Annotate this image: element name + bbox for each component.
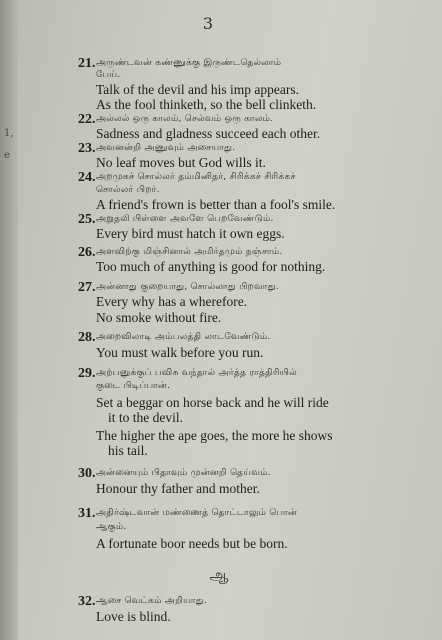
proverb-number: 25. [78, 212, 96, 227]
proverb-number: 21. [78, 56, 96, 71]
proverb-number: 27. [78, 280, 96, 295]
english-line: A fortunate boor needs but be born. [96, 536, 288, 551]
tamil-line: ஆகும். [96, 522, 127, 532]
english-line: Love is blind. [96, 609, 171, 624]
proverb-number: 29. [78, 366, 96, 381]
proverb-number: 23. [78, 141, 96, 156]
book-gutter [0, 0, 18, 640]
tamil-line: அதிர்ஷ்டவான் மண்ணைத் தொட்டாலும் பொன் [96, 508, 298, 518]
english-line: Set a beggar on horse back and he will ride [96, 395, 329, 410]
tamil-line: அற்பனுக்குப் பவிசு வந்தால் அர்த்த ராத்திரியில் [96, 368, 297, 378]
tamil-line: அன்னாது குறையாது, சொல்லாது பிறவாது. [96, 282, 279, 292]
proverb-number: 28. [78, 330, 96, 345]
english-line: Honour thy father and mother. [96, 481, 260, 496]
english-line: it to the devil. [108, 410, 183, 425]
english-line: Talk of the devil and his imp appears. [96, 82, 300, 97]
proverb-number: 24. [78, 170, 96, 185]
english-line: Every bird must hatch it own eggs. [96, 226, 285, 241]
english-line: You must walk before you run. [96, 345, 264, 360]
english-line: his tail. [108, 443, 148, 458]
tamil-line: பேய். [96, 70, 121, 80]
english-line: Too much of anything is good for nothing. [96, 259, 326, 274]
tamil-line: அன்னையும் பிதாவும் முன்னறி தெய்வம். [96, 468, 271, 478]
tamil-line: குடை பிடிப்பான். [96, 381, 171, 391]
tamil-line: அருண்டவன் கண்ணுக்கு இருண்டதெல்லாம் [96, 58, 282, 68]
section-ornament: ஆ [209, 566, 229, 584]
margin-mark: e [4, 150, 10, 161]
tamil-line: அறுதலி பிள்ளை அவளே பெறவேண்டும். [96, 214, 274, 224]
english-line: Sadness and gladness succeed each other. [96, 126, 321, 141]
tamil-line: அறமுகச் சொல்லர் தம்மினிதர், சிரிக்கச் சிரிக்கச் [96, 172, 296, 182]
tamil-line: அல்லல் ஒரு காலம், செல்வம் ஒரு காலம். [96, 114, 274, 124]
proverb-number: 22. [78, 112, 96, 127]
page-number: 3 [202, 14, 214, 33]
proverb-number: 32. [78, 594, 96, 609]
english-line: Every why has a wherefore. [96, 294, 248, 309]
english-line: The higher the ape goes, the more he shows [96, 428, 333, 443]
tamil-line: அறைவிலாடி அம்பலத்தி லாடவேண்டும். [96, 332, 271, 342]
english-line: No leaf moves but God wills it. [96, 155, 266, 170]
margin-mark: 1, [4, 128, 14, 139]
proverb-number: 26. [78, 245, 96, 260]
english-line: No smoke without fire. [96, 310, 222, 325]
english-line: A friend's frown is better than a fool's smile. [96, 197, 336, 212]
proverb-number: 30. [78, 466, 96, 481]
tamil-line: அளவிற்கு மிஞ்சினால் அமிர்தமும் நஞ்சாம். [96, 247, 283, 257]
tamil-line: ஆசை வெட்கம் அறியாது. [96, 596, 208, 606]
english-line: As the fool thinketh, so the bell clinketh. [96, 97, 317, 112]
tamil-line: சொல்லர் பிறர். [96, 185, 160, 195]
proverb-number: 31. [78, 506, 96, 521]
tamil-line: அவனன்றி அணுவும் அசையாது. [96, 143, 236, 153]
